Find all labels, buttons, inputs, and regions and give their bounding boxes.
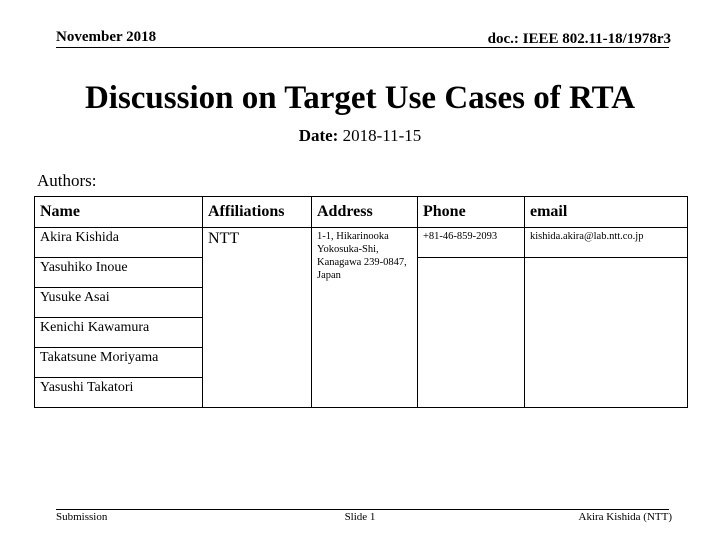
author-address: 1-1, Hikarinooka Yokosuka-Shi, Kanagawa 239-0847, Japan	[312, 228, 418, 408]
authors-label: Authors:	[37, 171, 97, 190]
date-value: 2018-11-15	[342, 126, 422, 145]
footer-divider	[56, 509, 669, 510]
slide-date	[0, 126, 720, 146]
header-date: November 2018	[56, 29, 157, 45]
col-header-phone: Phone	[418, 197, 525, 228]
header-divider	[56, 47, 669, 48]
col-header-address: Address	[312, 197, 418, 228]
col-header-affiliations: Affiliations	[203, 197, 312, 228]
footer-submission: Submission	[56, 511, 108, 523]
table-header-row	[35, 197, 688, 228]
col-header-name: Name	[35, 197, 203, 228]
author-name: Yasuhiko Inoue	[35, 258, 203, 288]
table-row	[35, 228, 688, 258]
empty-phone-cell	[418, 258, 525, 408]
slide-title: Discussion on Target Use Cases of RTA	[84, 80, 636, 116]
author-name: Yusuke Asai	[35, 288, 203, 318]
author-email: kishida.akira@lab.ntt.co.jp	[525, 228, 688, 258]
date-label: Date:	[298, 126, 339, 145]
author-name: Akira Kishida	[35, 228, 203, 258]
header-doc-id: doc.: IEEE 802.11-18/1978r3	[487, 31, 671, 47]
col-header-email: email	[525, 197, 688, 228]
author-name: Takatsune Moriyama	[35, 348, 203, 378]
author-name: Kenichi Kawamura	[35, 318, 203, 348]
authors-table	[34, 196, 688, 408]
author-name: Yasushi Takatori	[35, 378, 203, 408]
empty-email-cell	[525, 258, 688, 408]
footer-slide-number: Slide 1	[344, 511, 376, 523]
author-affiliation: NTT	[203, 228, 312, 408]
footer-author: Akira Kishida (NTT)	[578, 511, 672, 523]
author-phone: +81-46-859-2093	[418, 228, 525, 258]
